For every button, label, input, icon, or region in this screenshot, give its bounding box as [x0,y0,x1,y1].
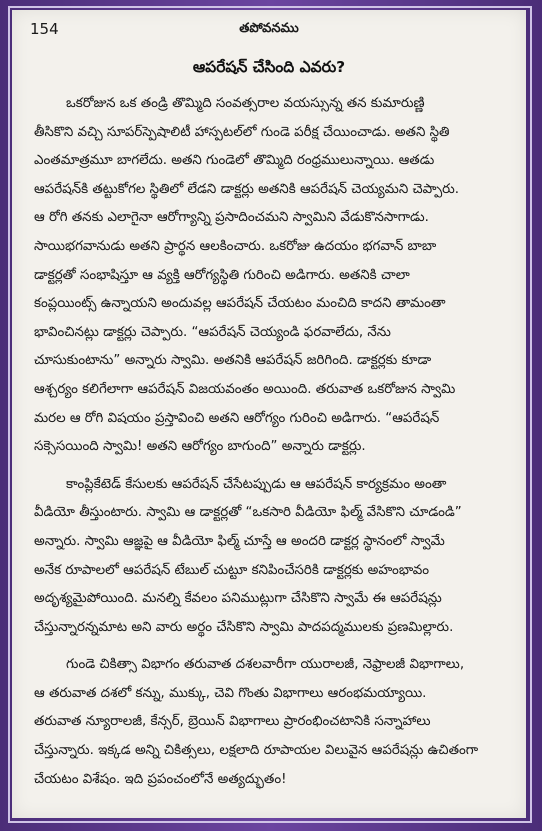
text-line: కంప్లయింట్స్ ఉన్నాయని అందువల్ల ఆపరేషన్ చేయటం మంచిది కాదని తామంతా [34,296,446,312]
text-line: తరువాత న్యూరాలజీ, కేన్సర్, బ్రెయిన్ విభాగాలు ప్రారంభించటానికి సన్నాహాలు [34,714,431,730]
book-title: తపోవనము [239,21,299,36]
text-line: భావించినట్లు డాక్టర్లు చెప్పారు. “ఆపరేషన్ చెయ్యండి ఫరవాలేదు, నేను [34,324,391,340]
text-line: ఆ రోగి తనకు ఎలాగైనా ఆరోగ్యాన్ని ప్రసాదించమని స్వామిని వేడుకొనసాగాడు. [34,210,429,226]
text-line: చేస్తున్నారు. ఇక్కడ అన్ని చికిత్సలు, లక్షలాది రూపాయల విలువైన ఆపరేషన్లు ఉచితంగా [34,743,479,759]
body-text [34,90,508,794]
text-line: అనేక రూపాలలో ఆపరేషన్ టేబుల్ చుట్టూ కనిపించేసరికి డాక్టర్లకు అహంభావం [34,562,430,578]
paragraph-1 [34,90,508,462]
chapter-title: ఆపరేషన్ చేసింది ఎవరు? [192,58,346,76]
text-line: సక్సెసయింది స్వామి! అతని ఆరోగ్యం బాగుంది” అన్నారు డాక్టర్లు. [34,439,366,455]
text-line: సాయిభగవానుడు అతని ప్రార్థన ఆలకించారు. ఒకరోజు ఉదయం భగవాన్ బాబా [34,238,437,254]
text-line: మరల ఆ రోగి విషయం ప్రస్తావించి అతని ఆరోగ్యం గురించి అడిగారు. “ఆపరేషన్ [34,410,440,426]
text-line: తీసికొని వచ్చి సూపర్‌స్పెషాలిటీ హాస్పటల్‌లో గుండె పరీక్ష చేయించాడు. అతని స్థితి [34,124,450,140]
text-line: కాంప్లికేటెడ్ కేసులకు ఆపరేషన్ చేసేటప్పుడు ఆ ఆపరేషన్ కార్యక్రమం అంతా [66,476,447,492]
paragraph-3 [34,651,508,794]
page-number: 154 [30,20,59,38]
text-line: చేయటం విశేషం. ఇది ప్రపంచంలోనే అత్యద్భుతం! [34,771,287,787]
book-page [12,10,526,818]
paragraph-spacer [34,642,508,651]
paragraph-spacer [34,462,508,471]
text-line: అదృశ్యమైపోయింది. మనల్ని కేవలం పనిముట్లుగా చేసికొని స్వామే ఈ ఆపరేషన్లు [34,591,442,607]
text-line: ఆపరేషన్‌కి తట్టుకోగల స్థితిలో లేడని డాక్టర్లు అతనికి ఆపరేషన్ చెయ్యమని చెప్పారు. [34,181,460,197]
text-line: వీడియో తీస్తుంటారు. స్వామి ఆ డాక్టర్లతో “ఒకసారి వీడియో ఫిల్మ్ వేసికొని చూడండి” [34,505,462,521]
running-header [12,20,526,42]
text-line: డాక్టర్లతో సంభాషిస్తూ ఆ వ్యక్తి ఆరోగ్యస్థితి గురించి అడిగారు. అతనికి చాలా [34,267,410,283]
text-line: చూసుకుంటాను” అన్నారు స్వామి. అతనికి ఆపరేషన్ జరిగింది. డాక్టర్లకు కూడా [34,353,432,369]
text-line: అన్నారు. స్వామి ఆజ్ఞపై ఆ వీడియో ఫిల్మ్ చూస్తే ఆ అందరి డాక్టర్ల స్థానంలో స్వామే [34,533,445,549]
text-line: ఆ తరువాత దశలో కన్ను, ముక్కు, చెవి గొంతు విభాగాలు ఆరంభమయ్యాయి. [34,685,427,701]
text-line: గుండె చికిత్సా విభాగం తరువాత దశలవారీగా యురాలజీ, నెఫ్రాలజీ విభాగాలు, [66,657,465,673]
paragraph-2 [34,471,508,643]
text-line: చేస్తున్నారన్నమాట అని వారు అర్థం చేసికొని స్వామి పాదపద్మములకు ప్రణమిల్లారు. [34,619,454,635]
text-line: ఎంతమాత్రమూ బాగలేదు. అతని గుండెలో తొమ్మిది రంధ్రములున్నాయి. ఆతడు [34,153,435,169]
text-line: ఒకరోజున ఒక తండ్రి తొమ్మిది సంవత్సరాల వయస్సున్న తన కుమారుణ్ణి [66,96,425,111]
text-line: ఆశ్చర్యం కలిగేలాగా ఆపరేషన్ విజయవంతం అయింది. తరువాత ఒకరోజున స్వామి [34,381,456,397]
